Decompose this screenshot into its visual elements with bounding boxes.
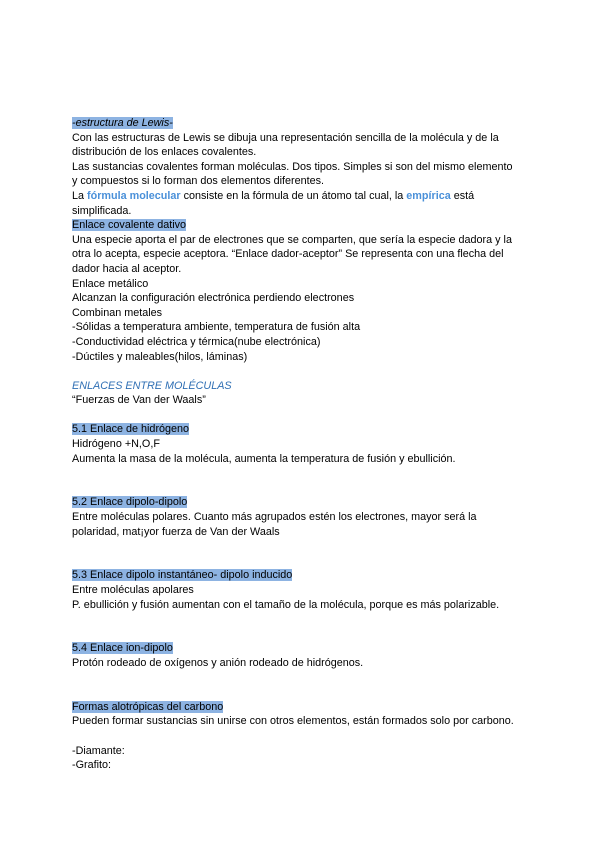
section-5-3-line1: Entre moléculas apolares [72,584,194,596]
section-5-1-heading: 5.1 Enlace de hidrógeno [72,423,190,436]
section-5-2-line2: polaridad, mat¡yor fuerza de Van der Waals [72,525,280,538]
spacer [72,612,532,641]
spacer [72,408,532,423]
spacer [72,539,532,568]
dativo-line1: Una especie aporta el par de electrones que se comparten, que sería la especie dadora y la [72,233,512,246]
section-5-2-line1: Entre moléculas polares. Cuanto más agrupados estén los electrones, mayor será la [72,511,477,524]
dativo-line2: otra lo acepta, especie aceptora. “Enlace dador-aceptor” Se representa con una flecha del [72,248,504,261]
lewis-p1-line1: Con las estructuras de Lewis se dibuja una representación sencilla de la molécula y de la [72,131,499,144]
section-5-3-line2: P. ebullición y fusión aumentan con el tamaño de la molécula, porque es más polarizable. [72,598,500,611]
lewis-p3-line2: simplificada. [72,204,132,217]
carbono-diamante: -Diamante: [72,744,125,757]
metalico-heading: Enlace metálico [72,277,149,290]
lewis-p2-line1: Las sustancias covalentes forman moléculas. Dos tipos. Simples si son del mismo elemento [72,160,513,173]
carbono-line1: Pueden formar sustancias sin unirse con otros elementos, están formados solo por carbono. [72,715,514,728]
lewis-p2-line2: y compuestos si lo forman dos elementos diferentes. [72,175,325,188]
section-5-3-heading: 5.3 Enlace dipolo instantáneo- dipolo inducido [72,569,293,582]
van-der-waals-subtitle: “Fuerzas de Van der Waals” [72,394,206,407]
section-5-4-line1: Protón rodeado de oxígenos y anión rodeado de hidrógenos. [72,656,364,669]
metalico-line2: Combinan metales [72,306,163,319]
section-5-4-heading: 5.4 Enlace ion-dipolo [72,642,173,655]
carbono-heading: Formas alotrópicas del carbono [72,700,224,713]
spacer [72,671,532,700]
section-5-1-line1: Hidrógeno +N,O,F [72,438,160,451]
spacer [72,729,532,744]
metalico-line1: Alcanzan la configuración electrónica perdiendo electrones [72,292,355,305]
section-5-2-heading: 5.2 Enlace dipolo-dipolo [72,496,188,509]
metalico-line3: -Sólidas a temperatura ambiente, temperatura de fusión alta [72,321,361,334]
spacer [72,466,532,495]
enlaces-entre-moleculas-heading: ENLACES ENTRE MOLÉCULAS [72,379,232,392]
lewis-p1-line2: distribución de los enlaces covalentes. [72,146,257,159]
carbono-grafito: -Grafito: [72,759,111,772]
document-page [72,116,532,773]
metalico-line4: -Conductividad eléctrica y térmica(nube electrónica) [72,335,321,348]
term-empirica: empírica [406,189,451,202]
section-5-1-line2: Aumenta la masa de la molécula, aumenta la temperatura de fusión y ebullición. [72,452,456,465]
term-formula-molecular: fórmula molecular [87,189,181,202]
dativo-line3: dador hacia al aceptor. [72,262,182,275]
lewis-p3-line1: La fórmula molecular consiste en la fórmula de un átomo tal cual, la empírica está [72,189,475,202]
lewis-heading: -estructura de Lewis- [72,117,173,129]
spacer [72,364,532,379]
dativo-heading: Enlace covalente dativo [72,219,187,232]
metalico-line5: -Dúctiles y maleables(hilos, láminas) [72,350,248,363]
